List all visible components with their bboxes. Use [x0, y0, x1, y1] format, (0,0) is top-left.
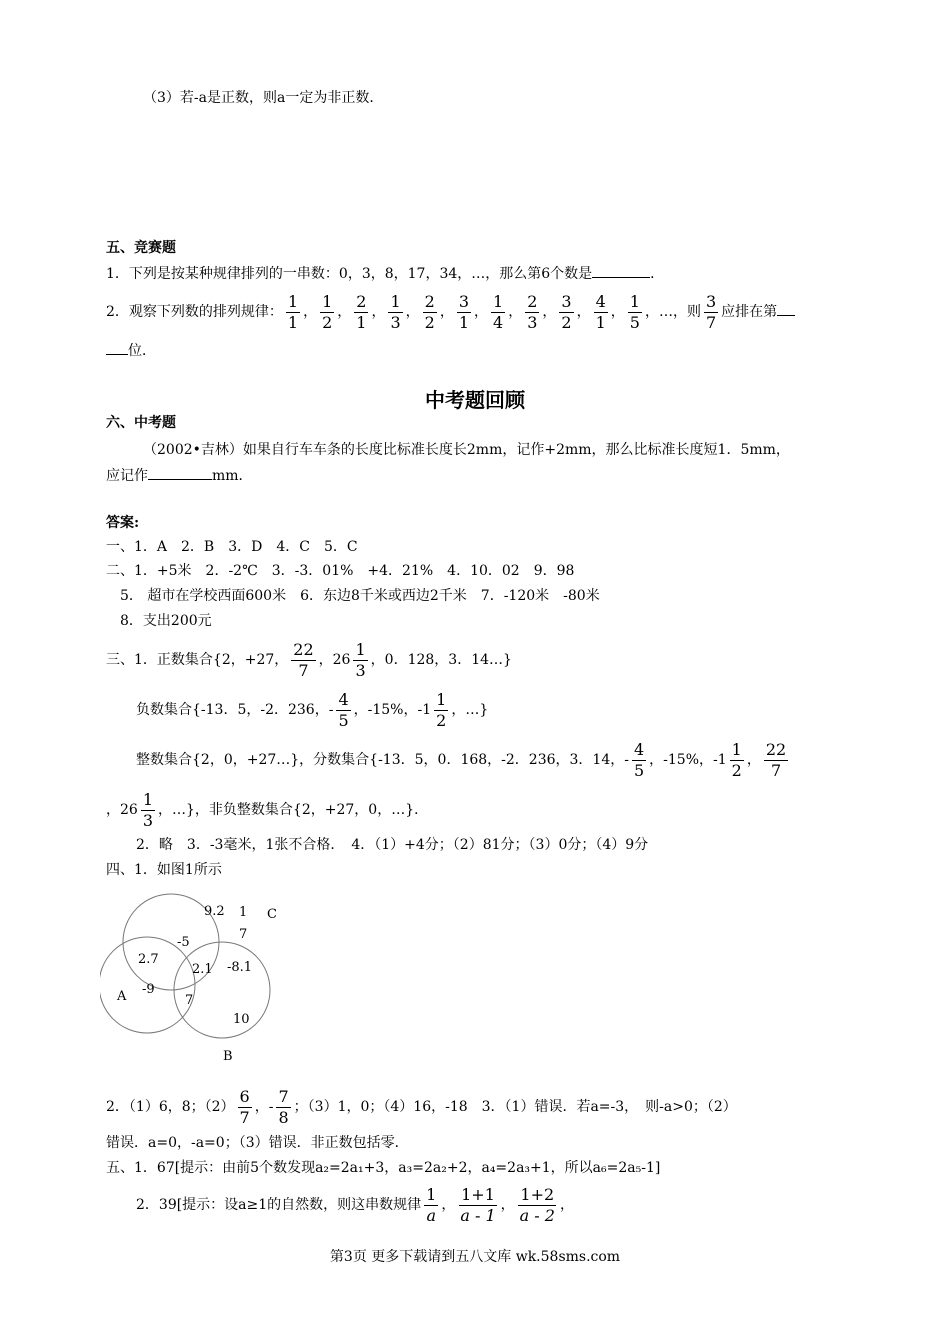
fraction: $\frac{1}{a}$ — [426, 1184, 437, 1225]
separator: ， — [542, 304, 557, 320]
separator: ， — [337, 304, 352, 320]
cont-pre: ，26 — [106, 802, 138, 818]
q2-fraction-sequence — [283, 291, 645, 332]
integer-set — [136, 740, 791, 780]
fraction: $\frac{7}{8}$ — [278, 1086, 289, 1127]
q1-end: ． — [650, 266, 665, 282]
circle-b — [174, 942, 270, 1038]
q2-prefix: 2．观察下列数的排列规律： — [106, 304, 283, 320]
neg-pre: 负数集合{-13．5，-2．236，- — [136, 702, 334, 718]
sequence-fraction: $\frac{2}{1}$ — [356, 291, 367, 332]
a5-2-pre: 2．39[提示：设a≥1的自然数，则这串数规律 — [136, 1197, 422, 1213]
sequence-fraction: $\frac{1}{3}$ — [390, 291, 401, 332]
fraction: $\frac{1}{2}$ — [731, 739, 742, 780]
a4-2-pre: 2．（1）6，8；（2） — [106, 1099, 235, 1115]
answer-blank — [592, 263, 650, 278]
sequence-fraction: $\frac{2}{3}$ — [527, 291, 538, 332]
venn-diagram — [100, 880, 300, 1070]
exam-question-line2 — [106, 465, 253, 486]
venn-number: 2.1 — [192, 962, 213, 977]
contest-question-1 — [106, 263, 664, 284]
exam-question-line1: （2002•吉林）如果自行车车条的长度比标准长度长2mm，记作+2mm，那么比标准长度短1．5mm， — [143, 442, 790, 458]
venn-number: 1 — [239, 905, 248, 920]
answer-part-2b: 5． 超市在学校西面600米 6．东边8千米或西边2千米 7．-120米 -80米 — [120, 588, 600, 604]
venn-number: 7 — [239, 927, 248, 942]
fraction: $\frac{1}{3}$ — [355, 639, 366, 680]
separator: ， — [405, 304, 420, 320]
separator: ， — [610, 304, 625, 320]
fraction: $\frac{22}{7}$ — [293, 639, 314, 680]
sequence-fraction: $\frac{1}{4}$ — [493, 291, 504, 332]
sequence-fraction: $\frac{3}{1}$ — [458, 291, 470, 332]
separator: ， — [371, 304, 386, 320]
line2-pre: 应记作 — [106, 468, 148, 484]
neg-mid: ，-15%，-1 — [353, 702, 432, 718]
answer-part-4: 四、1．如图1所示 — [106, 862, 222, 878]
fraction: $\frac{1+2}{a - 2}$ — [519, 1184, 555, 1225]
answer-part-5-1: 五、1．67[提示：由前5个数发现a₂=2a₁+3，a₃=2a₂+2，a₄=2a₃+1，所以a₆=2a₅-1] — [106, 1160, 661, 1176]
neg-post: ，…} — [451, 702, 489, 718]
fraction: $\frac{22}{7}$ — [765, 739, 787, 780]
sequence-fraction: $\frac{3}{2}$ — [561, 291, 572, 332]
sequence-fraction: $\frac{4}{1}$ — [595, 291, 606, 332]
answer-part-2c: 8．支出200元 — [120, 613, 212, 629]
fraction: $\frac{6}{7}$ — [239, 1086, 250, 1127]
label-b: B — [223, 1049, 233, 1064]
fraction: $\frac{1}{3}$ — [142, 789, 154, 830]
fraction: $\frac{4}{5}$ — [633, 739, 645, 780]
q1-text: 1．下列是按某种规律排列的一串数：0，3，8，17，34，…，那么第6个数是 — [106, 266, 593, 282]
negative-set — [136, 690, 488, 730]
pos-post: ，0．128，3．14…} — [370, 652, 512, 668]
answer-part-4-2-line2: 错误．a=0，-a=0；（3）错误．非正数包括零． — [106, 1135, 409, 1151]
a4-2-sep: ，- — [254, 1099, 274, 1115]
fraction: $\frac{1}{2}$ — [436, 689, 447, 730]
q2-end: 位． — [128, 343, 156, 359]
separator: ， — [439, 304, 454, 320]
answer-blank — [777, 301, 795, 316]
answers-title: 答案: — [106, 515, 140, 531]
contest-question-2-cont — [106, 340, 156, 361]
sequence-fraction: $\frac{1}{1}$ — [287, 291, 299, 332]
answer-part-1: 一、1．A 2．B 3．D 4．C 5．C — [106, 539, 358, 555]
cont-post: ，…}，非负整数集合{2，+27，0，…}． — [158, 802, 429, 818]
separator: ， — [474, 304, 489, 320]
fraction: $\frac{4}{5}$ — [338, 689, 349, 730]
sequence-fraction: $\frac{1}{5}$ — [629, 291, 640, 332]
venn-number: -5 — [177, 935, 190, 950]
venn-number: -9 — [142, 982, 155, 997]
statement-3: （3）若-a是正数，则a一定为非正数． — [143, 90, 384, 106]
integer-set-cont — [106, 790, 428, 830]
label-a: A — [117, 989, 127, 1004]
separator: ， — [303, 304, 318, 320]
answer-part-4-2 — [106, 1087, 737, 1127]
int-comma: ， — [746, 752, 761, 768]
review-heading: 中考题回顾 — [425, 388, 525, 412]
answer-part-2: 二、1．+5米 2．-2℃ 3．-3．01% +4．21% 4．10．02 9．98 — [106, 563, 575, 579]
answer-part-3-2: 2．略 3．-3毫米，1张不合格． 4．（1）+4分；（2）81分；（3）0分；（4）9分 — [136, 837, 649, 853]
q2-suffix: 应排在第 — [721, 304, 778, 320]
label-c: C — [267, 907, 277, 922]
int-pre: 整数集合{2，0，+27…}，分数集合{-13．5，0．168，-2．236，3．14，- — [136, 752, 629, 768]
sequence-fraction: $\frac{2}{2}$ — [424, 291, 435, 332]
page-footer: 第3页 更多下载请到五八文库 wk.58sms.com — [329, 1249, 621, 1265]
venn-number: 7 — [185, 993, 194, 1008]
q2-mid: ，…，则 — [644, 304, 701, 320]
venn-number: -8.1 — [227, 960, 253, 975]
separator: ， — [508, 304, 523, 320]
line2-post: mm． — [212, 468, 253, 484]
venn-number: 10 — [233, 1012, 250, 1027]
positive-set — [106, 640, 512, 680]
answer-blank — [106, 340, 128, 355]
target-fraction: $\frac{3}{7}$ — [705, 291, 717, 332]
a4-2-post: ；（3）1，0；（4）16，-18 3．（1）错误．若a=-3， 则-a>0；（2） — [293, 1099, 737, 1115]
answer-part-5-2: 2．39[提示：设a≥1的自然数，则这串数规律 $\frac{1}{a}$ ， $\frac{1+1}{a - 1}$ ， $\frac{1+2}{a - 2}$ ， — [136, 1184, 574, 1225]
sequence-fraction: $\frac{1}{2}$ — [322, 291, 333, 332]
venn-number: 2.7 — [138, 952, 159, 967]
fraction: $\frac{1+1}{a - 1}$ — [460, 1184, 496, 1225]
answer-blank — [148, 465, 212, 480]
contest-question-2 — [106, 292, 795, 332]
pos-pre: 三、1．正数集合{2，+27， — [106, 652, 289, 668]
a5-2-post: ， — [559, 1197, 574, 1213]
venn-number: 9.2 — [204, 904, 225, 919]
int-mid: ，-15%，-1 — [649, 752, 727, 768]
section-5-title: 五、竞赛题 — [106, 240, 176, 256]
section-6-title: 六、中考题 — [106, 415, 176, 431]
separator: ， — [576, 304, 591, 320]
pos-mid: ，26 — [318, 652, 351, 668]
